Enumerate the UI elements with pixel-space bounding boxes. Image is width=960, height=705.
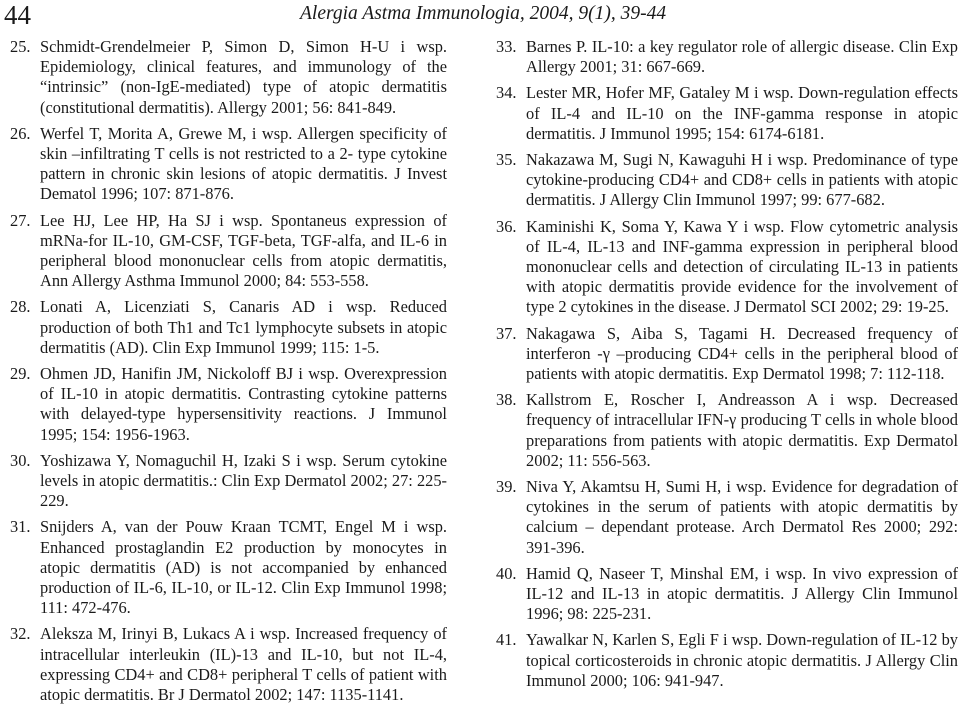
reference-text: Kaminishi K, Soma Y, Kawa Y i wsp. Flow cytometric analysis of IL-4, IL-13 and INF-gamma expression in peripheral blood mononuclear cells and detection of circulating IL-13 in patients with atopic dermatitis provide evidence for the involvement of type 2 cytokines in the disease. J Dermatol SCI 2002; 29: 19-25. [526, 216, 958, 317]
reference-number: 36. [496, 216, 517, 236]
references-left-column [10, 37, 447, 705]
running-header: Alergia Astma Immunologia, 2004, 9(1), 39-44 [300, 3, 667, 24]
reference-item [496, 564, 958, 625]
page-number: 44 [4, 0, 31, 30]
reference-text: Nakazawa M, Sugi N, Kawaguhi H i wsp. Predominance of type cytokine-producing CD4+ and CD8+ cells in patients with atopic dermatitis. J Allergy Clin Immunol 1997; 99: 677-682. [526, 150, 958, 210]
reference-number: 31. [10, 517, 31, 537]
reference-text: Yawalkar N, Karlen S, Egli F i wsp. Down-regulation of IL-12 by topical corticosteroids in chronic atopic dermatitis. J Allergy Clin Immunol 2000; 106: 941-947. [526, 630, 958, 690]
reference-text: Yoshizawa Y, Nomaguchil H, Izaki S i wsp. Serum cytokine levels in atopic dermatitis.: Clin Exp Dermatol 2002; 27: 225-229. [40, 450, 447, 511]
reference-text: Hamid Q, Naseer T, Minshal EM, i wsp. In vivo expression of IL-12 and IL-13 in atopic dermatitis. J Allergy Clin Immunol 1996; 98: 225-231. [526, 563, 958, 624]
reference-number: 39. [496, 477, 517, 497]
reference-text: Werfel T, Morita A, Grewe M, i wsp. Allergen specificity of skin –infiltrating T cells is not restricted to a 2- type cytokine pattern in chronic skin lesions of atopic dermatitis. J Invest Dematol 1996; 107: 871-876. [40, 123, 447, 204]
reference-number: 35. [496, 150, 517, 170]
reference-text: Lester MR, Hofer MF, Gataley M i wsp. Down-regulation effects of IL-4 and IL-10 on the INF-gamma response in atopic dermatitis. J Immunol 1995; 154: 6174-6181. [526, 83, 958, 143]
reference-text: Barnes P. IL-10: a key regulator role of allergic disease. Clin Exp Allergy 2001; 31: 667-669. [526, 37, 958, 77]
reference-item [496, 217, 958, 318]
reference-number: 38. [496, 390, 517, 410]
reference-item [496, 83, 958, 144]
references-right-column [496, 37, 958, 691]
reference-number: 28. [10, 297, 31, 317]
reference-number: 32. [10, 624, 31, 644]
reference-item [10, 624, 447, 705]
reference-item [496, 477, 958, 558]
reference-item [496, 324, 958, 385]
reference-item [10, 451, 447, 512]
reference-text: Lonati A, Licenziati S, Canaris AD i wsp. Reduced production of both Th1 and Tc1 lymphocyte subsets in atopic dermatitis (AD). Clin Exp Immunol 1999; 115: 1-5. [40, 297, 447, 357]
reference-item [10, 364, 447, 445]
reference-number: 25. [10, 37, 31, 56]
reference-number: 29. [10, 364, 31, 384]
reference-number: 40. [496, 563, 517, 583]
reference-text: Kallstrom E, Roscher I, Andreasson A i wsp. Decreased frequency of intracellular IFN-γ producing T cells in whole blood preparations from patients with atopic dermatitis. Exp Dermatol 2002; 11: 556-563. [526, 390, 958, 470]
reference-item [10, 517, 447, 618]
reference-text: Ohmen JD, Hanifin JM, Nickoloff BJ i wsp. Overexpression of IL-10 in atopic dermatitis. Contrasting cytokine patterns with delayed-type hypersensitivity reactions. J Immunol 1995; 154: 1956-1963. [40, 364, 447, 444]
reference-number: 33. [496, 37, 517, 56]
reference-item [10, 124, 447, 205]
reference-text: Schmidt-Grendelmeier P, Simon D, Simon H-U i wsp. Epidemiology, clinical features, and immunology of the “intrinsic” (non-IgE-mediated) type of atopic dermatitis (constitutional dermatitis). Allergy 2001; 56: 841-849. [40, 37, 447, 117]
reference-number: 27. [10, 210, 31, 230]
reference-item [10, 297, 447, 358]
reference-number: 26. [10, 123, 31, 143]
reference-item [496, 150, 958, 211]
reference-item [10, 37, 447, 118]
reference-item [496, 390, 958, 471]
reference-text: Aleksza M, Irinyi B, Lukacs A i wsp. Increased frequency of intracellular interleukin (IL)-13 and IL-10, but not IL-4, expressing CD4+ and CD8+ peripheral T cells of patient with atopic dermatitis. Br J Dermatol 2002; 147: 1135-1141. [40, 624, 447, 705]
reference-text: Lee HJ, Lee HP, Ha SJ i wsp. Spontaneus expression of mRNa-for IL-10, GM-CSF, TGF-beta, TGF-alfa, and IL-6 in peripheral blood mononuclear cells from atopic dermatitis, Ann Allergy Asthma Immunol 2000; 84: 553-558. [40, 210, 447, 291]
reference-item [496, 630, 958, 691]
reference-text: Nakagawa S, Aiba S, Tagami H. Decreased frequency of interferon -γ –producing CD4+ cells in the peripheral blood of patients with atopic dermatitis. Exp Dermatol 1998; 7: 112-118. [526, 323, 958, 384]
reference-text: Niva Y, Akamtsu H, Sumi H, i wsp. Evidence for degradation of cytokines in the serum of patients with atopic dermatitis by calcium – dependant protease. Arch Dermatol Res 2000; 292: 391-396. [526, 477, 958, 557]
reference-number: 34. [496, 83, 517, 103]
reference-number: 30. [10, 450, 31, 470]
reference-number: 37. [496, 323, 517, 343]
reference-item [10, 211, 447, 292]
reference-item [496, 37, 958, 77]
reference-text: Snijders A, van der Pouw Kraan TCMT, Engel M i wsp. Enhanced prostaglandin E2 production by monocytes in atopic dermatitis (AD) is not accompanied by enhanced production of IL-6, IL-10, or IL-12. Clin Exp Immunol 1998; 111: 472-476. [40, 517, 447, 618]
reference-number: 41. [496, 630, 517, 650]
